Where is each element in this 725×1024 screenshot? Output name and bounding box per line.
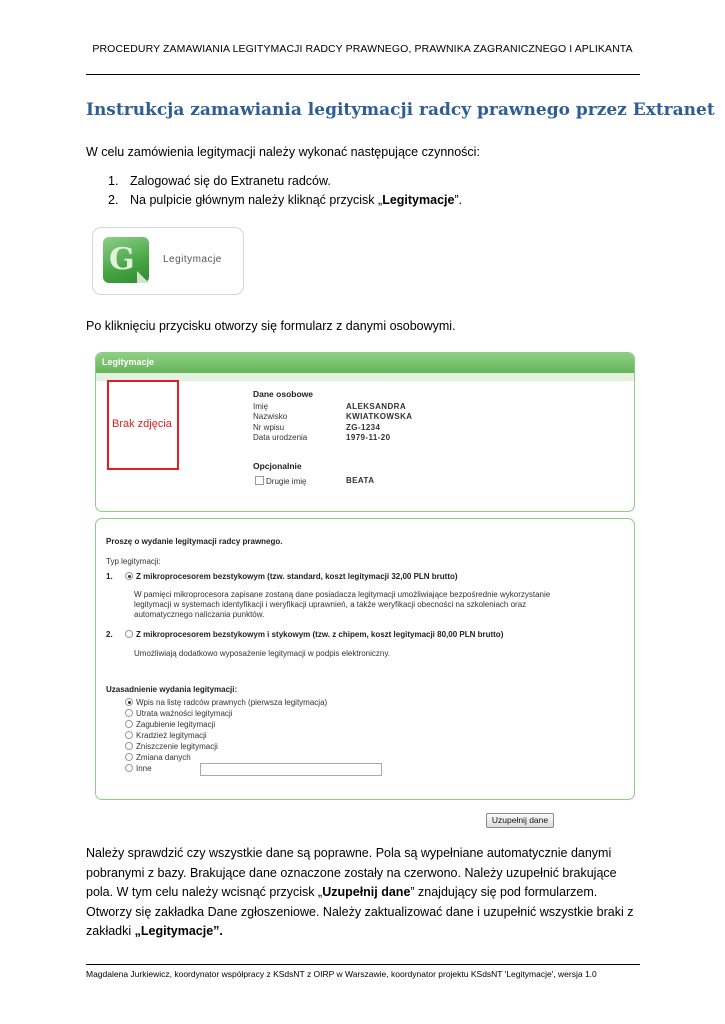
reason-heading: Uzasadnienie wydania legitymacji: xyxy=(106,685,238,694)
reason-option[interactable] xyxy=(125,731,207,740)
reason-option[interactable] xyxy=(125,742,218,751)
reason-label: Utrata ważności legitymacji xyxy=(136,709,233,718)
reason-option[interactable] xyxy=(125,764,152,773)
reason-option[interactable] xyxy=(125,709,232,718)
reason-option[interactable] xyxy=(125,720,215,729)
reason-label: Zagubienie legitymacji xyxy=(136,720,216,729)
second-name-checkbox-row[interactable] xyxy=(255,476,306,486)
option-2-number: 2. xyxy=(106,630,113,639)
paragraph-text: ” znajdujący się pod formularzem. Otworzy się zakładka Dane zgłoszeniowe. Należy zaktualizować dane i uzupełnić wszystkie braki z zakładki xyxy=(86,885,634,938)
legitymacje-app-icon: G xyxy=(103,237,149,283)
reason-label: Inne xyxy=(136,764,152,773)
fill-data-button[interactable]: Uzupełnij dane xyxy=(486,813,554,828)
personal-data-heading: Dane osobowe xyxy=(253,389,313,399)
intro-text: W celu zamówienia legitymacji należy wykonać następujące czynności: xyxy=(86,145,480,159)
personal-data-panel xyxy=(95,352,635,512)
option-2-description: Umożliwiają dodatkowo wyposażenie legitymacji w podpis elektroniczny. xyxy=(134,649,390,658)
legitymacje-tile-button[interactable] xyxy=(92,227,244,295)
field-label: Nr wpisu xyxy=(253,423,285,432)
panel-title: Legitymacje xyxy=(102,357,155,367)
reason-radio[interactable] xyxy=(125,731,133,739)
option-1-description: legitymacji w systemach identyfikacji i weryfikacji uprawnień, a także weryfikacji obecności na szkoleniach oraz xyxy=(134,600,527,609)
paragraph-text: Należy sprawdzić czy wszystkie dane są poprawne. Pola są wypełniane automatycznie danymi pobranymi z bazy. Brakujące dane oznaczone zostały na czerwono. Należy uzupełnić brakujące pola. W tym celu należy wcisnąć przycisk „ xyxy=(86,846,617,899)
type-label: Typ legitymacji: xyxy=(106,557,161,566)
reason-radio[interactable] xyxy=(125,709,133,717)
footer-rule xyxy=(86,964,640,965)
step-text: Zalogować się do Extranetu radców. xyxy=(130,174,331,188)
second-name-checkbox[interactable] xyxy=(255,476,264,485)
document-title: Instrukcja zamawiania legitymacji radcy prawnego przez Extranet xyxy=(86,100,715,120)
optional-heading: Opcjonalnie xyxy=(253,461,302,471)
reason-radio[interactable] xyxy=(125,698,133,706)
photo-missing-text: Brak zdjęcia xyxy=(112,418,172,430)
field-value: ZG-1234 xyxy=(346,423,381,432)
paragraph-bold: Uzupełnij dane xyxy=(322,885,411,899)
reason-label: Kradzież legitymacji xyxy=(136,731,207,740)
step-text-bold: Legitymacje xyxy=(382,193,455,207)
step-text-pre: Na pulpicie głównym należy kliknąć przycisk „ xyxy=(130,193,383,207)
page-header: PROCEDURY ZAMAWIANIA LEGITYMACJI RADCY PRAWNEGO, PRAWNIKA ZAGRANICZNEGO I APLIKANTA xyxy=(92,43,633,55)
option-1-label: Z mikroprocesorem bezstykowym (tzw. standard, koszt legitymacji 32,00 PLN brutto) xyxy=(136,572,458,581)
field-value: 1979-11-20 xyxy=(346,433,391,442)
second-name-value: BEATA xyxy=(346,476,375,485)
step-text-post: ”. xyxy=(454,193,463,207)
panel-title-bar xyxy=(96,353,634,373)
other-reason-input[interactable] xyxy=(200,763,382,776)
reason-radio[interactable] xyxy=(125,753,133,761)
request-heading: Proszę o wydanie legitymacji radcy prawnego. xyxy=(106,537,283,546)
field-value: ALEKSANDRA xyxy=(346,402,406,411)
step-number: 2. xyxy=(108,193,119,207)
reason-label: Zniszczenie legitymacji xyxy=(136,742,218,751)
step-number: 1. xyxy=(108,174,119,188)
legitymacje-tile-label: Legitymacje xyxy=(163,254,222,265)
reason-radio[interactable] xyxy=(125,720,133,728)
step-2 xyxy=(108,193,462,207)
option-2-label: Z mikroprocesorem bezstykowym i stykowym (tzw. z chipem, koszt legitymacji 80,00 PLN brutto) xyxy=(136,630,504,639)
option-1-number: 1. xyxy=(106,572,113,581)
option-1-radio[interactable] xyxy=(125,572,133,580)
request-form-panel xyxy=(95,518,635,800)
field-value: KWIATKOWSKA xyxy=(346,412,413,421)
option-1-description: W pamięci mikroprocesora zapisane zostaną dane posiadacza legitymacji umożliwiające bezpośrednie wykorzystanie xyxy=(134,590,551,599)
option-2-radio[interactable] xyxy=(125,630,133,638)
reason-label: Zmiana danych xyxy=(136,753,191,762)
step-1 xyxy=(108,174,331,188)
second-name-label: Drugie imię xyxy=(266,477,307,486)
header-rule xyxy=(86,74,640,75)
instruction-paragraph xyxy=(86,844,646,942)
option-1-description: automatycznego naliczania punktów. xyxy=(134,610,265,619)
reason-option[interactable] xyxy=(125,753,191,762)
option-1-row[interactable] xyxy=(125,572,458,581)
field-label: Data urodzenia xyxy=(253,433,308,442)
reason-radio[interactable] xyxy=(125,742,133,750)
reason-label: Wpis na listę radców prawnych (pierwsza legitymacja) xyxy=(136,698,328,707)
photo-placeholder xyxy=(107,380,179,470)
field-label: Imię xyxy=(253,402,269,411)
option-2-row[interactable] xyxy=(125,630,503,639)
field-label: Nazwisko xyxy=(253,412,288,421)
paragraph-bold: „Legitymacje”. xyxy=(134,924,223,938)
page-footer: Magdalena Jurkiewicz, koordynator współpracy z KSdsNT z OIRP w Warszawie, koordynator projektu KSdsNT 'Legitymacje', wersja 1.0 xyxy=(86,969,597,979)
reason-option[interactable] xyxy=(125,698,327,707)
reason-radio[interactable] xyxy=(125,764,133,772)
after-click-text: Po kliknięciu przycisku otworzy się formularz z danymi osobowymi. xyxy=(86,319,456,333)
